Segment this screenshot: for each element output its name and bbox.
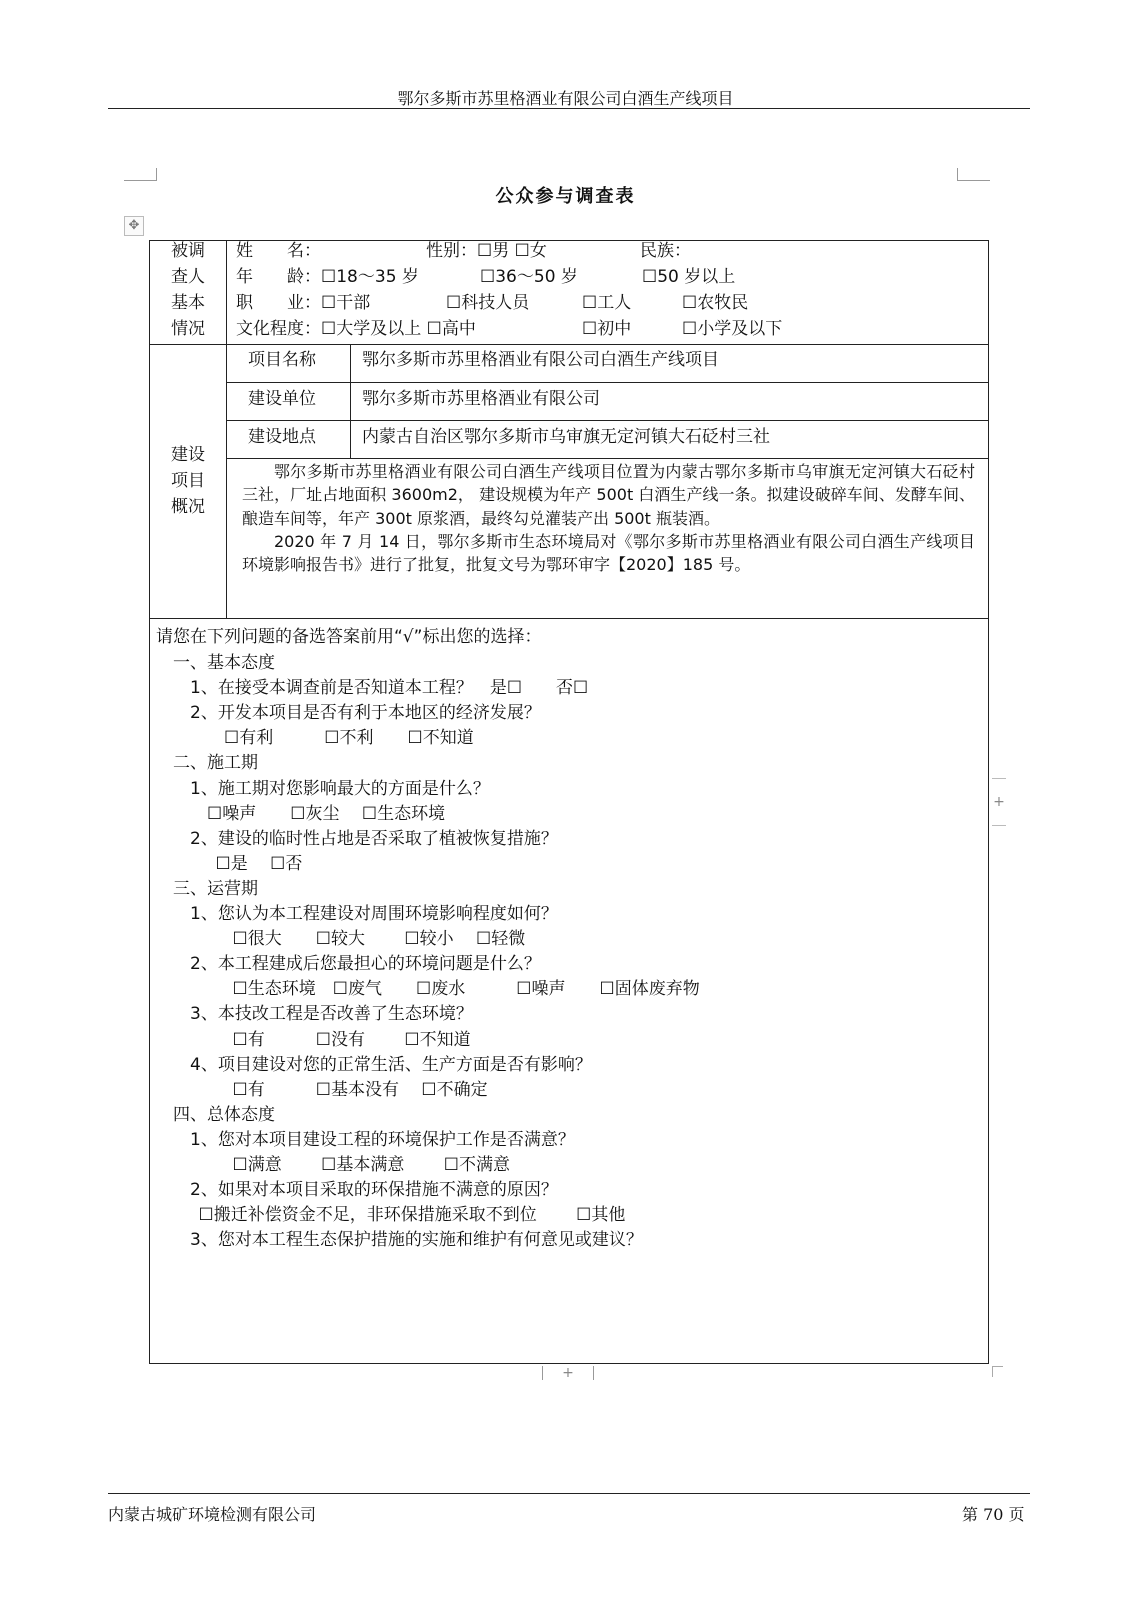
margin-corner-mark [124,168,157,181]
table-rule [150,344,988,345]
table-rule [226,458,988,459]
table-move-handle-icon[interactable]: ✥ [124,216,144,236]
survey-line: 1、您认为本工程建设对周围环境影响程度如何？ [190,904,558,924]
project-name-value: 鄂尔多斯市苏里格酒业有限公司白酒生产线项目 [362,350,719,370]
form-title: 公众参与调查表 [495,186,636,207]
survey-line[interactable]: ☐噪声 ☐灰尘 ☐生态环境 [207,803,446,824]
table-rule [226,382,988,383]
occupation-option-cadre[interactable]: 职 业：☐干部 [236,293,371,313]
survey-line[interactable]: ☐生态环境 ☐废气 ☐废水 ☐噪声 ☐固体废弃物 [232,979,700,1000]
survey-line[interactable]: ☐是 ☐否 [215,853,303,874]
table-expand-plus-icon[interactable]: + [992,778,1006,826]
survey-instruction: 请您在下列问题的备选答案前用“√”标出您的选择： [156,627,542,647]
survey-line: 1、施工期对您影响最大的方面是什么？ [190,778,490,799]
survey-line[interactable]: ☐有利 ☐不利 ☐不知道 [224,728,474,749]
survey-line: 一、基本态度 [173,653,275,673]
survey-line[interactable]: ☐搬迁补偿资金不足，非环保措施采取不到位 ☐其他 [198,1205,626,1226]
education-option-primary[interactable]: ☐小学及以下 [682,319,783,339]
construction-unit-label: 建设单位 [248,389,316,409]
education-option-junior[interactable]: ☐初中 [582,319,632,339]
respondent-section-label: 被调 查人 基本 情况 [171,241,205,339]
survey-form-table [149,240,989,1364]
survey-line[interactable]: ☐有 ☐没有 ☐不知道 [232,1029,471,1050]
survey-line: 三、运营期 [173,878,258,899]
project-description: 鄂尔多斯市苏里格酒业有限公司白酒生产线项目位置为内蒙古鄂尔多斯市乌审旗无定河镇大石砭村三社，厂址占地面积 3600m2， 建设规模为年产 500t 白酒生产线一条。拟建设破碎车间、发酵车间、酿造车间等，年产 300t 原浆酒，最终勾兑灌装产出 500t 瓶装酒。 2020 年 7 月 14 日，鄂尔多斯市生态环境局对《鄂尔多斯市苏里格酒业有限公司白酒生产线项目环境影响报告书》进行了批复，批复文号为鄂环审字【2020】185 号。 [242,462,975,575]
table-rule [350,344,351,458]
occupation-option-worker[interactable]: ☐工人 [582,293,632,313]
survey-line: 1、您对本项目建设工程的环境保护工作是否满意？ [190,1129,575,1150]
margin-corner-mark [957,168,990,181]
survey-line[interactable]: ☐很大 ☐较大 ☐较小 ☐轻微 [232,929,526,950]
table-rule [150,618,988,619]
construction-site-value: 内蒙古自治区鄂尔多斯市乌审旗无定河镇大石砭村三社 [362,427,770,447]
header-rule [108,108,1030,109]
survey-line: 4、项目建设对您的正常生活、生产方面是否有影响？ [190,1054,592,1075]
name-field-label[interactable]: 姓 名： [236,241,321,261]
survey-line: 3、本技改工程是否改善了生态环境？ [190,1004,473,1025]
construction-site-label: 建设地点 [248,427,316,447]
survey-line[interactable]: 1、在接受本调查前是否知道本工程？ 是☐ 否☐ [190,678,589,699]
survey-line: 二、施工期 [173,753,258,774]
survey-line[interactable]: ☐有 ☐基本没有 ☐不确定 [232,1079,488,1100]
age-option-18-35[interactable]: 年 龄：☐18～35 岁 [236,267,419,287]
occupation-option-tech[interactable]: ☐科技人员 [446,293,530,313]
table-rule [226,420,988,421]
survey-line: 四、总体态度 [173,1104,275,1125]
age-option-36-50[interactable]: ☐36～50 岁 [480,267,578,287]
survey-line: 2、建设的临时性占地是否采取了植被恢复措施？ [190,828,558,849]
table-add-row-plus-icon[interactable]: + [542,1366,594,1380]
page-header: 鄂尔多斯市苏里格酒业有限公司白酒生产线项目 [397,89,734,108]
footer-company: 内蒙古城矿环境检测有限公司 [108,1505,317,1524]
education-option-college[interactable]: 文化程度：☐大学及以上 ☐高中 [236,319,476,339]
survey-line: 2、开发本项目是否有利于本地区的经济发展？ [190,703,541,724]
occupation-option-farmer[interactable]: ☐农牧民 [682,293,749,313]
age-option-50-plus[interactable]: ☐50 岁以上 [642,267,736,287]
survey-line: 3、您对本工程生态保护措施的实施和维护有何意见或建议？ [190,1230,643,1251]
footer-rule [108,1493,1030,1494]
survey-line: 2、本工程建成后您最担心的环境问题是什么？ [190,954,541,975]
survey-line: 2、如果对本项目采取的环保措施不满意的原因？ [190,1180,558,1201]
project-section-label: 建设 项目 概况 [171,445,205,517]
ethnicity-field-label[interactable]: 民族： [640,241,691,261]
survey-line[interactable]: ☐满意 ☐基本满意 ☐不满意 [232,1155,511,1175]
project-name-label: 项目名称 [248,350,316,370]
gender-options[interactable]: 性别：☐男 ☐女 [426,241,547,261]
table-resize-handle-icon[interactable] [992,1366,1003,1377]
construction-unit-value: 鄂尔多斯市苏里格酒业有限公司 [362,389,600,409]
footer-page-number: 第 70 页 [962,1505,1025,1524]
